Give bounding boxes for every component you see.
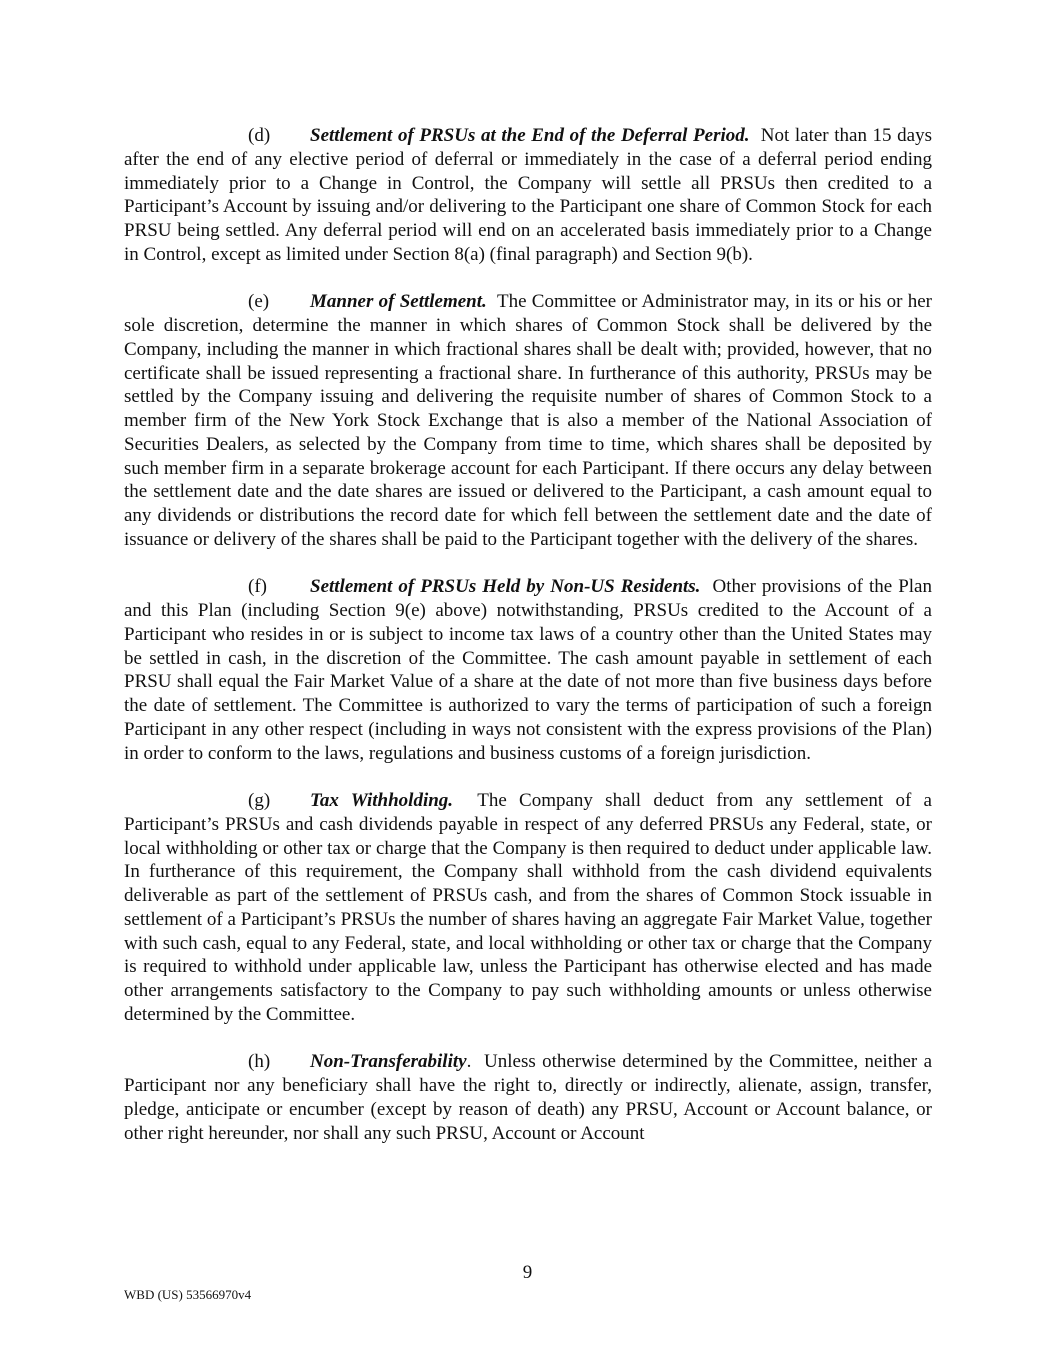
section-number: (e) (248, 291, 270, 313)
section-f (124, 575, 932, 765)
section-body: Unless otherwise determined by the Committee, neither a Participant nor any beneficiary shall have the right to, directly or indirectly, alienate, assign, transfer, pledge, anticipate or encumber (except by reason of death) any PRSU, Account or Account balance, or other right hereunder, nor shall any such PRSU, Account or Account (124, 1051, 933, 1144)
section-number: (h) (248, 1051, 271, 1073)
section-heading: Manner of Settlement. (310, 291, 487, 313)
section-h (124, 1050, 932, 1145)
heading-separator (750, 125, 761, 146)
section-heading: Non-Transferability (310, 1051, 467, 1073)
section-heading: Settlement of PRSUs Held by Non-US Residents. (310, 576, 701, 598)
section-number: (d) (248, 125, 271, 146)
section-number: (g) (248, 790, 271, 811)
heading-separator (453, 790, 477, 811)
document-page (124, 124, 932, 1169)
document-id: WBD (US) 53566970v4 (124, 1287, 252, 1302)
section-g (124, 789, 932, 1027)
section-d (124, 124, 932, 267)
section-body: Other provisions of the Plan and this Plan (including Section 9(e) above) notwithstanding, PRSUs credited to the Account of a Participant who resides in or is subject to income tax laws of a country other than the United States may be settled in cash, in the discretion of the Committee. The cash amount payable in settlement of each PRSU shall equal the Fair Market Value of a share at the date of not more than five business days before the date of settlement. The Committee is authorized to vary the terms of participation of such a foreign Participant in any other respect (including in ways not consistent with the express provisions of the Plan) in order to conform to the laws, regulations and business customs of a foreign jurisdiction. (124, 576, 932, 764)
section-heading: Tax Withholding. (310, 790, 454, 811)
section-e (124, 290, 932, 551)
section-body: Not later than 15 days after the end of any elective period of deferral or immediately in the case of a deferral period ending immediately prior to a Change in Control, the Company will settle all PRSUs then credited to a Participant’s Account by issuing and/or delivering to the Participant one share of Common Stock for each PRSU being settled. Any deferral period will end on an accelerated basis immediately prior to a Change in Control, except as limited under Section 8(a) (final paragraph) and Section 9(b). (124, 125, 933, 265)
section-heading: Settlement of PRSUs at the End of the Deferral Period. (310, 125, 750, 146)
section-body: The Company shall deduct from any settlement of a Participant’s PRSUs and cash dividends payable in respect of any deferred PRSUs any Federal, state, or local withholding or other tax or charge that the Company is then required to deduct under applicable law. In furtherance of this requirement, the Company shall withhold from the cash dividend equivalents deliverable as part of the settlement of PRSUs cash, and from the shares of Common Stock issuable in settlement of a Participant’s PRSUs the number of shares having an aggregate Fair Market Value, together with such cash, equal to any Federal, state, and local withholding or other tax or charge that the Company is required to withhold under applicable law, unless the Participant has otherwise elected and has made other arrangements satisfactory to the Company to pay such withholding amounts or unless otherwise determined by the Committee. (124, 790, 932, 1025)
section-body: The Committee or Administrator may, in its or his or her sole discretion, determine the manner in which shares of Common Stock shall be delivered by the Company, including the manner in which fractional shares shall be dealt with; provided, however, that no certificate shall be issued representing a fractional share. In furtherance of this authority, PRSUs may be settled by the Company issuing and delivering the requisite number of shares of Common Stock to a member firm of the New York Stock Exchange that is also a member of the National Association of Securities Dealers, as selected by the Company from time to time, which shares shall be deposited by such member firm in a separate brokerage account for each Participant. If there occurs any delay between the settlement date and the date shares are issued or delivered to the Participant, a cash amount equal to any dividends or distributions the record date for which fell between the settlement date and the date of issuance or delivery of the shares shall be paid to the Participant together with the delivery of the shares. (124, 291, 932, 550)
heading-separator (700, 576, 712, 597)
page-number: 9 (522, 1262, 533, 1283)
heading-separator (487, 291, 497, 312)
heading-separator: . (466, 1051, 485, 1073)
section-number: (f) (248, 576, 267, 598)
